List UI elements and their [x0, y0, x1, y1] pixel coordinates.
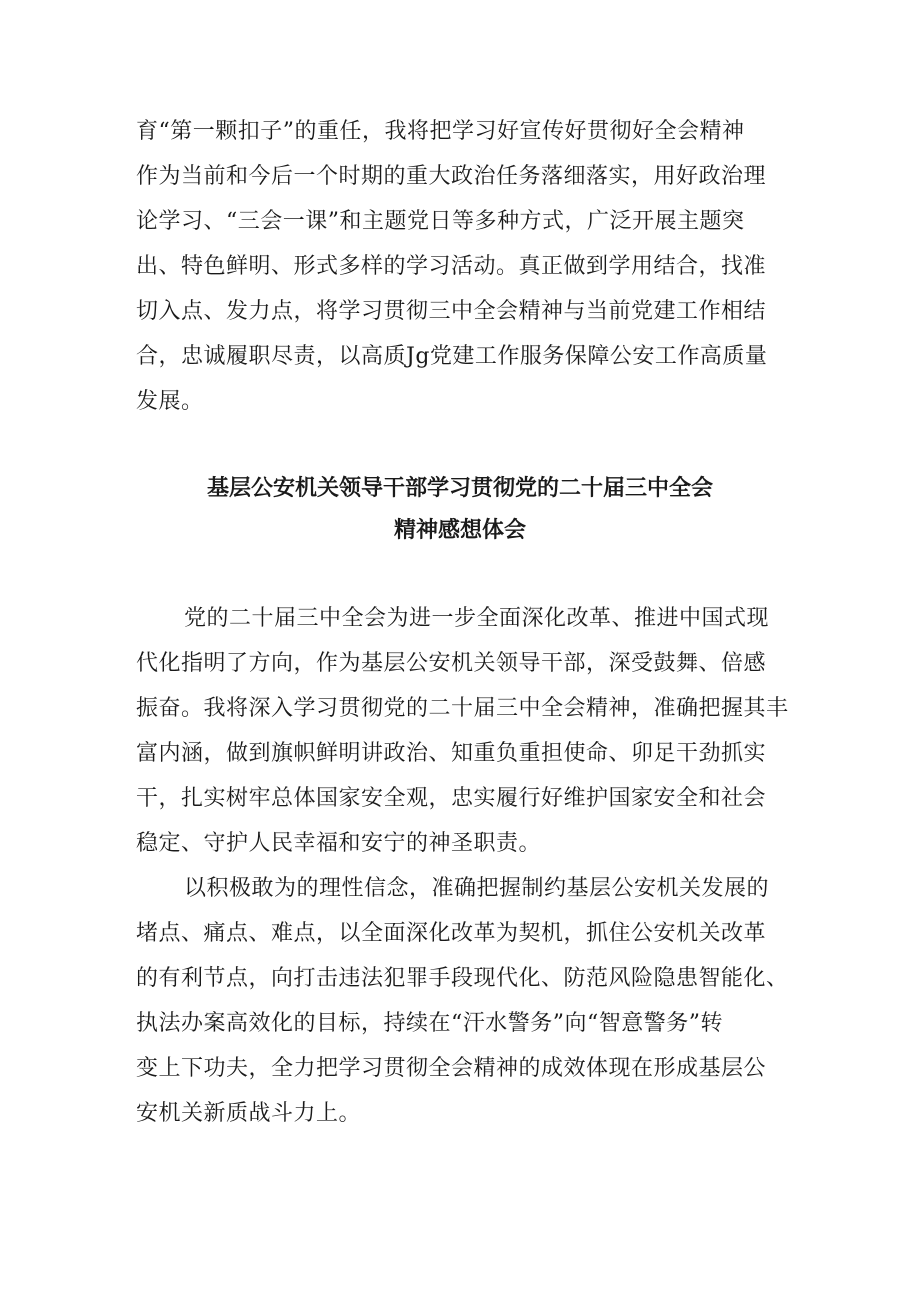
paragraph1-line-6: 稳定、守护人民幸福和安宁的神圣职责。 — [136, 831, 542, 856]
paragraph1-line-4: 富内涵，做到旗帜鲜明讲政治、知重负重担使命、卯足干劲抓实 — [136, 741, 767, 766]
paragraph1-line-1: 党的二十届三中全会为进一步全面深化改革、推进中国式现 — [184, 606, 770, 631]
intro-line-4: 出、特色鲜明、形式多样的学习活动。真正做到学用结合，找准 — [136, 254, 767, 279]
paragraph2-line-3: 的有利节点，向打击违法犯罪手段现代化、防范风险隐患智能化、 — [136, 966, 789, 991]
article-title-line-1: 基层公安机关领导干部学习贯彻党的二十届三中全会 — [206, 476, 713, 501]
paragraph2-line-4: 执法办案高效化的目标，持续在“汗水警务”向“智意警务”转 — [136, 1011, 723, 1036]
paragraph2-line-1: 以积极敢为的理性信念，准确把握制约基层公安机关发展的 — [184, 876, 770, 901]
paragraph2-line-5: 变上下功夫，全力把学习贯彻全会精神的成效体现在形成基层公 — [136, 1056, 767, 1081]
intro-line-3: 论学习、“三会一课”和主题党日等多种方式，广泛开展主题突 — [136, 209, 745, 234]
paragraph2-line-2: 堵点、痛点、难点，以全面深化改革为契机，抓住公安机关改革 — [136, 921, 767, 946]
paragraph1-line-2: 代化指明了方向，作为基层公安机关领导干部，深受鼓舞、倍感 — [136, 651, 767, 676]
paragraph2-line-6: 安机关新质战斗力上。 — [136, 1101, 362, 1126]
intro-line-7: 发展。 — [136, 389, 204, 414]
paragraph1-line-3: 振奋。我将深入学习贯彻党的二十届三中全会精神，准确把握其丰 — [136, 696, 789, 721]
article-title-line-2: 精神感想体会 — [393, 518, 526, 543]
intro-line-1: 育“第一颗扣子”的重任，我将把学习好宣传好贯彻好全会精神 — [136, 119, 745, 144]
intro-line-2: 作为当前和今后一个时期的重大政治任务落细落实，用好政治理 — [136, 164, 767, 189]
intro-line-6: 合，忠诚履职尽责，以高质Jg党建工作服务保障公安工作高质量 — [136, 344, 768, 369]
intro-line-5: 切入点、发力点，将学习贯彻三中全会精神与当前党建工作相结 — [136, 299, 767, 324]
paragraph1-line-5: 干，扎实树牢总体国家安全观，忠实履行好维护国家安全和社会 — [136, 786, 767, 811]
